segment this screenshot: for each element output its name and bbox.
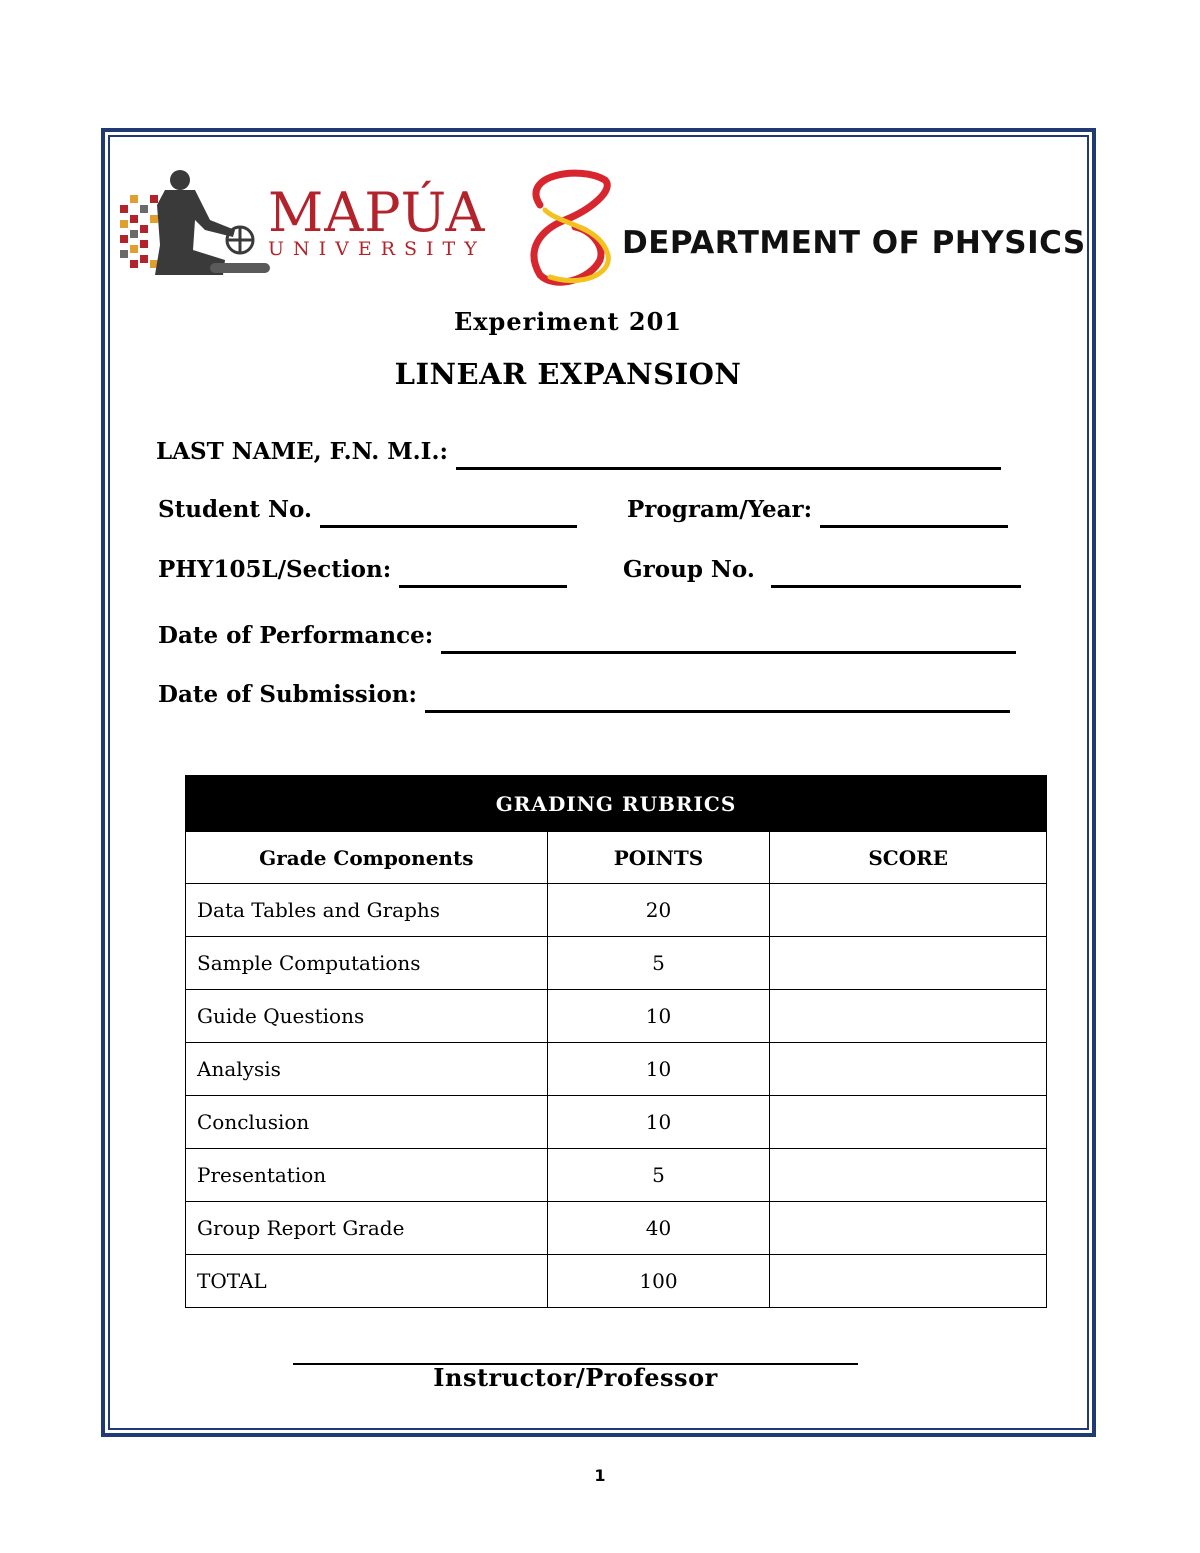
signature-label: Instructor/Professor [433,1363,718,1392]
globe-icon [227,227,253,253]
component-cell: TOTAL [186,1255,548,1308]
table-row [186,1149,1047,1202]
group-no-label: Group No. [623,556,755,583]
column-header-points: POINTS [547,832,770,884]
experiment-title: LINEAR EXPANSION [394,357,742,391]
table-row [186,1096,1047,1149]
date-submission-input-line[interactable] [425,710,1010,713]
pixel-mosaic [120,195,158,268]
score-cell[interactable] [770,1096,1047,1149]
points-cell: 5 [547,1149,770,1202]
student-no-field [158,498,577,521]
component-cell: Sample Computations [186,937,548,990]
component-cell: Conclusion [186,1096,548,1149]
program-year-input-line[interactable] [820,525,1008,528]
name-field [156,440,1001,463]
points-cell: 10 [547,990,770,1043]
points-cell: 40 [547,1202,770,1255]
score-cell[interactable] [770,1149,1047,1202]
component-cell: Presentation [186,1149,548,1202]
score-cell[interactable] [770,1255,1047,1308]
experiment-number: Experiment 201 [453,307,683,336]
student-no-label: Student No. [158,496,312,523]
date-submission-field [158,683,1010,706]
name-label: LAST NAME, F.N. M.I.: [156,438,448,465]
table-row [186,1043,1047,1096]
section-label: PHY105L/Section: [158,556,392,583]
section-field [158,558,567,581]
points-cell: 100 [547,1255,770,1308]
date-performance-label: Date of Performance: [158,622,434,649]
university-name: MAPÚA [268,181,486,244]
statue-silhouette [155,170,235,275]
table-row-total [186,1255,1047,1308]
rubric-title: GRADING RUBRICS [186,776,1047,832]
points-cell: 10 [547,1096,770,1149]
points-cell: 5 [547,937,770,990]
university-subtitle: UNIVERSITY [268,238,486,260]
score-cell[interactable] [770,990,1047,1043]
name-input-line[interactable] [456,467,1001,470]
component-cell: Guide Questions [186,990,548,1043]
score-cell[interactable] [770,937,1047,990]
student-no-input-line[interactable] [320,525,577,528]
grading-rubric-table [185,775,1047,1308]
date-performance-field [158,624,1016,647]
program-year-label: Program/Year: [627,496,813,523]
column-header-score: SCORE [770,832,1047,884]
points-cell: 20 [547,884,770,937]
date-submission-label: Date of Submission: [158,681,418,708]
table-row [186,1202,1047,1255]
physics-logo [520,165,615,290]
section-input-line[interactable] [399,585,567,588]
scroll-base [210,263,270,273]
table-row [186,884,1047,937]
table-row [186,990,1047,1043]
score-cell[interactable] [770,1202,1047,1255]
score-cell[interactable] [770,1043,1047,1096]
program-year-field [627,498,1008,521]
points-cell: 10 [547,1043,770,1096]
component-cell: Data Tables and Graphs [186,884,548,937]
group-no-field [623,558,1021,581]
page-number: 1 [594,1466,606,1485]
component-cell: Group Report Grade [186,1202,548,1255]
column-header-components: Grade Components [186,832,548,884]
group-no-input-line[interactable] [771,585,1021,588]
date-performance-input-line[interactable] [441,651,1016,654]
score-cell[interactable] [770,884,1047,937]
table-row [186,937,1047,990]
department-title: DEPARTMENT OF PHYSICS [622,225,1086,261]
component-cell: Analysis [186,1043,548,1096]
